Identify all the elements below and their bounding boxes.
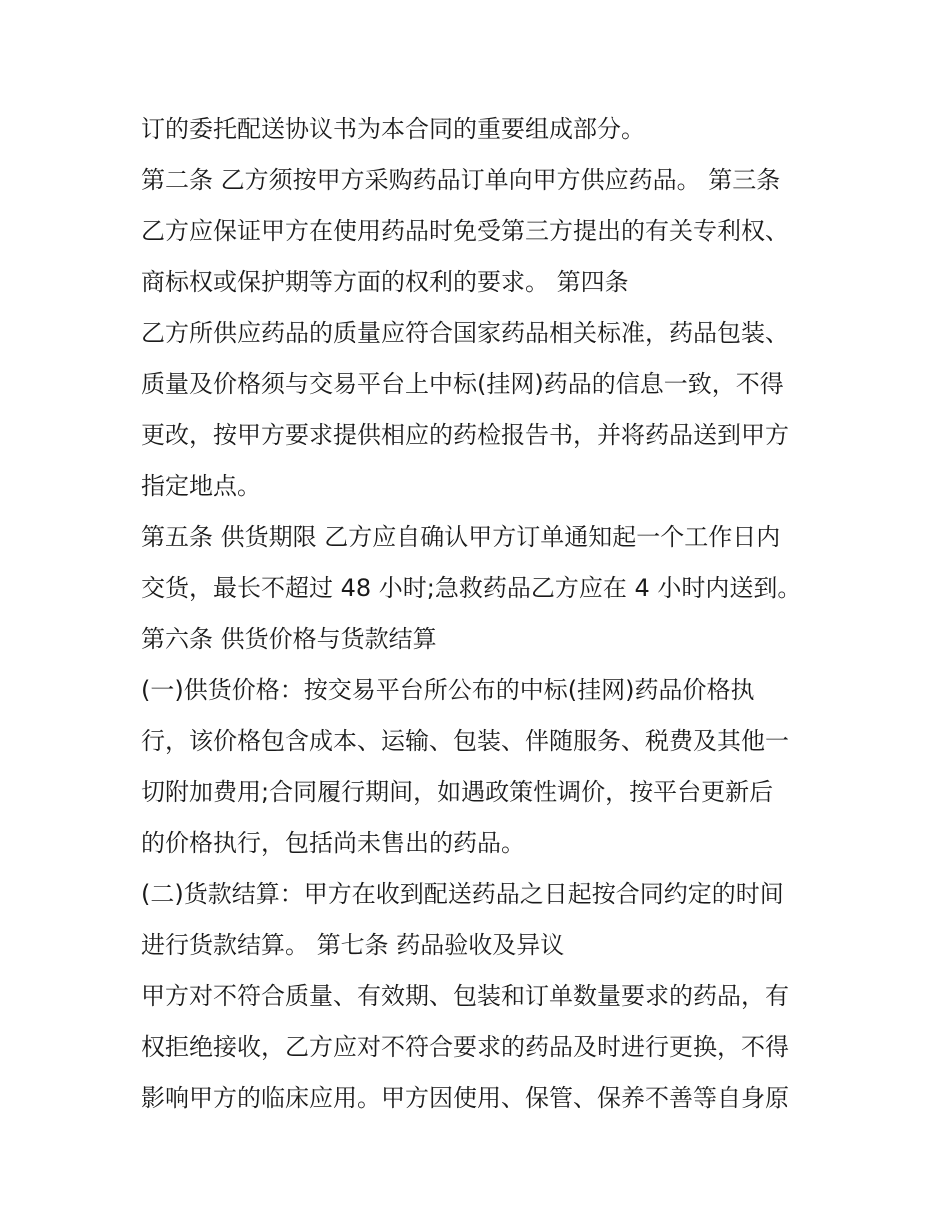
- text-line: 第六条 供货价格与货款结算: [141, 625, 437, 653]
- text-line: 影响甲方的临床应用。甲方因使用、保管、保养不善等自身原: [141, 1084, 789, 1112]
- text-line: 订的委托配送协议书为本合同的重要组成部分。: [141, 115, 645, 143]
- text-line: 权拒绝接收，乙方应对不符合要求的药品及时进行更换，不得: [141, 1033, 789, 1061]
- text-line: 第二条 乙方须按甲方采购药品订单向甲方供应药品。 第三条: [141, 166, 781, 194]
- text-line: 乙方应保证甲方在使用药品时免受第三方提出的有关专利权、: [141, 217, 789, 245]
- text-line: 切附加费用;合同履行期间，如遇政策性调价，按平台更新后: [141, 778, 774, 806]
- text-line: (一)供货价格：按交易平台所公布的中标(挂网)药品价格执: [141, 676, 755, 704]
- contract-body-text: [141, 104, 821, 1124]
- text-line: 指定地点。: [141, 472, 261, 500]
- text-line: 乙方所供应药品的质量应符合国家药品相关标准，药品包装、: [141, 319, 789, 347]
- text-line: 更改，按甲方要求提供相应的药检报告书，并将药品送到甲方: [141, 421, 789, 449]
- text-line: 行，该价格包含成本、运输、包装、伴随服务、税费及其他一: [141, 727, 789, 755]
- text-line: 的价格执行，包括尚未售出的药品。: [141, 829, 525, 857]
- text-line: (二)货款结算：甲方在收到配送药品之日起按合同约定的时间: [141, 880, 784, 908]
- text-line: 进行货款结算。 第七条 药品验收及异议: [141, 931, 565, 959]
- text-line: 质量及价格须与交易平台上中标(挂网)药品的信息一致，不得: [141, 370, 784, 398]
- text-line: 甲方对不符合质量、有效期、包装和订单数量要求的药品，有: [141, 982, 789, 1010]
- text-line: 交货，最长不超过 48 小时;急救药品乙方应在 4 小时内送到。: [141, 574, 802, 602]
- text-line: 第五条 供货期限 乙方应自确认甲方订单通知起一个工作日内: [141, 523, 781, 551]
- text-line: 商标权或保护期等方面的权利的要求。 第四条: [141, 268, 629, 296]
